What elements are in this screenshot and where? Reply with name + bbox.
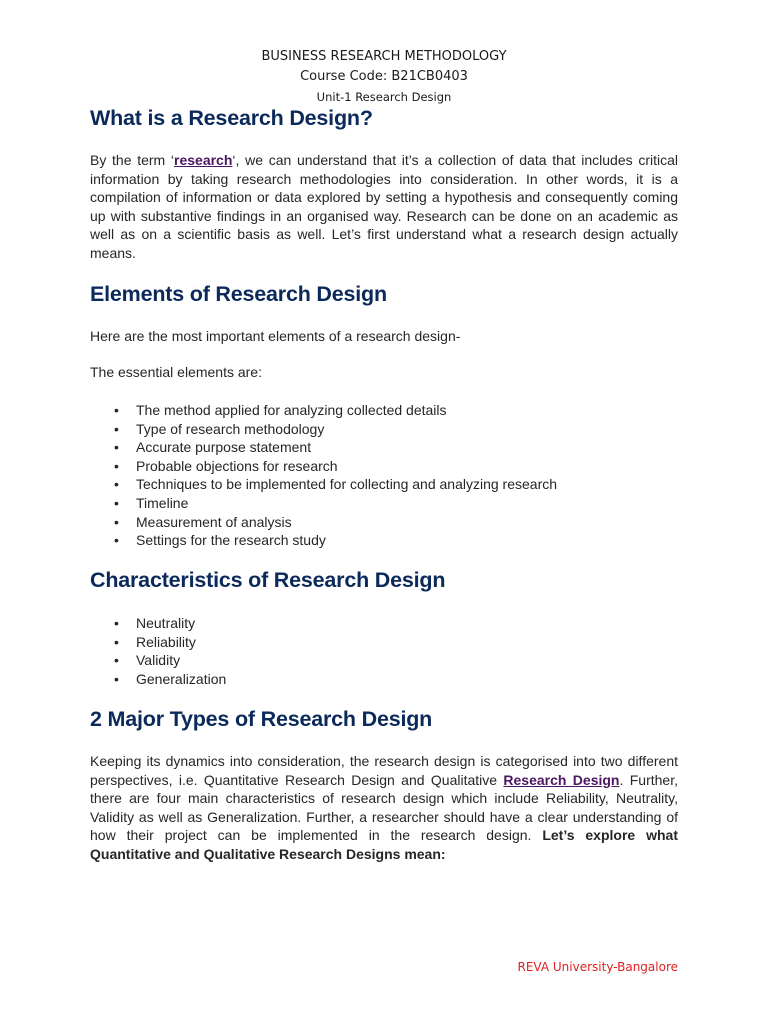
elements-list	[0, 401, 557, 550]
research-design-link[interactable]: Research Design	[503, 771, 620, 788]
list-item-text: Accurate purpose statement	[136, 439, 312, 456]
list-item-text: Validity	[136, 652, 181, 669]
list-item-text: Settings for the research study	[136, 532, 326, 549]
characteristics-list	[0, 614, 226, 688]
bullet-icon: •	[114, 633, 119, 650]
paragraph-text: . Further, there are four main characteristics of research design which include Reliability, Neutrality, Validity as well as Generalization. Further, a researcher should have a clear understanding of how their project can be implemented in the research design.	[90, 771, 678, 844]
footer-university: REVA University-Bangalore	[517, 960, 678, 974]
bullet-icon: •	[114, 670, 119, 687]
paragraph-major-types	[90, 752, 678, 864]
bullet-icon: •	[114, 457, 119, 474]
list-item-text: Type of research methodology	[136, 420, 325, 437]
unit-title: Unit-1 Research Design	[316, 90, 452, 104]
paragraph-text: ‘, we can understand that it’s a collection of data that includes critical information by taking research methodologies into consideration. In other words, it is a compilation of information or data explored by setting a hypothesis and consequently coming up with substantive findings in an organised way. Research can be done on an academic as well as on a scientific basis as well. Let’s first understand what a research design actually means.	[90, 152, 678, 261]
list-item	[0, 513, 557, 532]
list-item	[0, 614, 226, 633]
paragraph-text: Keeping its dynamics into consideration, the research design is categorised into two different perspectives, i.e. Quantitative Research Design and Qualitative	[90, 753, 678, 788]
list-item-text: Techniques to be implemented for collecting and analyzing research	[136, 476, 558, 493]
heading-characteristics: Characteristics of Research Design	[90, 568, 446, 592]
list-item-text: Probable objections for research	[136, 457, 338, 474]
list-item	[0, 651, 226, 670]
list-item-text: The method applied for analyzing collected details	[136, 402, 447, 418]
list-item	[0, 633, 226, 652]
list-item-text: Generalization	[136, 670, 227, 687]
list-item-text: Neutrality	[136, 615, 196, 631]
bullet-icon: •	[114, 476, 119, 493]
list-item	[0, 670, 226, 689]
bullet-icon: •	[114, 402, 119, 418]
list-item	[0, 438, 557, 457]
paragraph-research-definition	[90, 151, 678, 263]
bullet-icon: •	[114, 652, 119, 669]
course-title: BUSINESS RESEARCH METHODOLOGY	[261, 49, 507, 64]
list-item	[0, 475, 557, 494]
paragraph-bold-text: Let’s explore what Quantitative and Qualitative Research Designs mean:	[90, 827, 678, 862]
list-item	[0, 401, 557, 420]
heading-elements: Elements of Research Design	[90, 282, 387, 306]
list-item-text: Timeline	[136, 494, 189, 511]
elements-intro-2: The essential elements are:	[90, 364, 262, 380]
research-link[interactable]: research	[174, 152, 233, 168]
paragraph-text: By the term ‘	[90, 152, 175, 168]
list-item	[0, 531, 557, 550]
list-item	[0, 457, 557, 476]
bullet-icon: •	[114, 439, 119, 456]
course-code: Course Code: B21CB0403	[300, 69, 468, 84]
elements-intro: Here are the most important elements of a research design-	[90, 328, 461, 344]
list-item	[0, 494, 557, 513]
list-item-text: Measurement of analysis	[136, 513, 292, 530]
heading-what-is-research-design: What is a Research Design?	[90, 106, 373, 130]
heading-major-types: 2 Major Types of Research Design	[90, 707, 433, 731]
bullet-icon: •	[114, 513, 119, 530]
bullet-icon: •	[114, 494, 119, 511]
bullet-icon: •	[114, 420, 119, 437]
bullet-icon: •	[114, 532, 119, 549]
bullet-icon: •	[114, 615, 119, 631]
list-item	[0, 420, 557, 439]
list-item-text: Reliability	[136, 633, 196, 650]
